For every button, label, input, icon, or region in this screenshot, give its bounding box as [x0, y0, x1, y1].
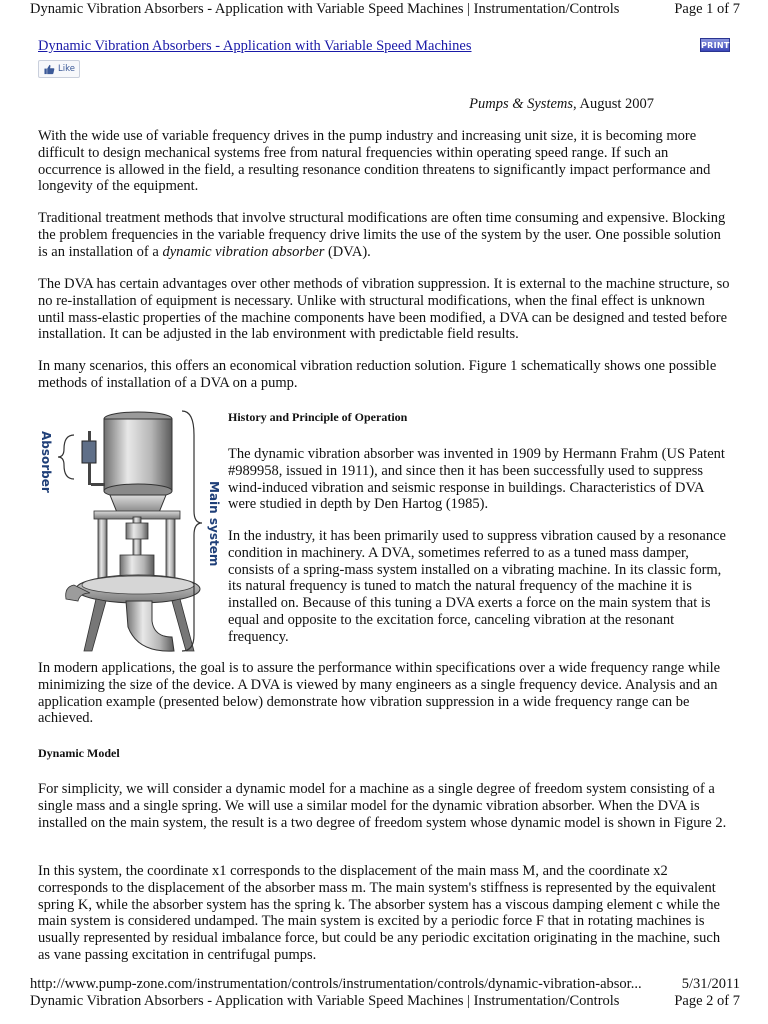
pump-illustration: [34, 405, 224, 655]
para2-end: (DVA).: [324, 243, 371, 260]
dynamic-model-heading: Dynamic Model: [38, 746, 120, 760]
footer-url-link[interactable]: http://www.pump-zone.com/instrumentation/controls/instrumentation/controls/dynamic-vibration-absor...: [30, 976, 642, 992]
paragraph-traditional-methods: [38, 210, 730, 260]
header-page-number: Page 1 of 7: [674, 1, 740, 17]
history-paragraph-1: The dynamic vibration absorber was invented in 1909 by Hermann Frahm (US Patent #989958, issued in 1911), and since then it has been successfully used to suppress wind-induced vibration and seismic response in buildings. Characteristics of DVA were studied in depth by Den Hartog (1985).: [228, 446, 725, 513]
like-button[interactable]: [38, 60, 80, 78]
footer-date: 5/31/2011: [681, 976, 740, 992]
para2-emphasis: dynamic vibration absorber: [162, 243, 325, 260]
page-footer-url-line: [30, 976, 740, 992]
source-line: [469, 96, 654, 113]
paragraph-dynamic-model: For simplicity, we will consider a dynamic model for a machine as a single degree of freedom system consisting of a single mass and a single spring. We will use a similar model for the dynamic vibration absorber. When the DVA is installed on the main system, the result is a two degree of freedom system whose dynamic model is shown in Figure 2.: [38, 781, 727, 831]
thumbs-up-icon: [44, 64, 55, 75]
page-header: [30, 1, 740, 17]
page-2-header-title: Dynamic Vibration Absorbers - Application with Variable Speed Machines | Instrumentation/Controls: [30, 993, 620, 1009]
page-2-header: [30, 993, 740, 1009]
paragraph-modern-applications: In modern applications, the goal is to assure the performance within specifications over a wide frequency range while minimizing the size of the device. A DVA is viewed by many engineers as a single frequency device. Analysis and an application example (presented below) demonstrate how vibration suppression in a wide frequency range can be achieved.: [38, 660, 721, 727]
paragraph-coordinates: In this system, the coordinate x1 corresponds to the displacement of the main mass M, and the coordinate x2 corresponds to the displacement of the absorber mass m. The main system's stiffness is represented by the equivalent spring K, while the absorber system has the spring k. The absorber system has a viscous damping element c while the main system is considered undamped. The main system is excited by a periodic force F that in rotating machines is usually represented by residual imbalance force, but could be any periodic excitation originating in the machine, such as vane passing excitation in centrifugal pumps.: [38, 863, 721, 963]
history-heading: History and Principle of Operation: [228, 410, 408, 424]
page-2-header-page-number: Page 2 of 7: [674, 993, 740, 1009]
absorber-label: Absorber: [39, 431, 53, 493]
figure-pump-absorber: [34, 405, 224, 655]
article-title-link[interactable]: Dynamic Vibration Absorbers - Application with Variable Speed Machines: [38, 38, 472, 54]
history-paragraph-2: In the industry, it has been primarily used to suppress vibration caused by a resonance condition in machinery. A DVA, sometimes referred to as a tuned mass damper, consists of a spring-mass system installed on a vibrating machine. In its classic form, its natural frequency is tuned to match the natural frequency of the machine it is installed on. Because of this tuning a DVA exerts a force on the main system that is equal and opposite to the excitation force, canceling vibration at the resonant frequency.: [228, 528, 726, 645]
para2-text: Traditional treatment methods that involve structural modifications are often time consuming and expensive. Blocking the problem frequencies in the variable frequency drive limits the use of the system by the user. One possible solution is an installation of a: [38, 210, 726, 260]
header-title: Dynamic Vibration Absorbers - Application with Variable Speed Machines | Instrumentation/Controls: [30, 1, 620, 17]
source-date: , August 2007: [573, 96, 654, 112]
intro-paragraph: With the wide use of variable frequency drives in the pump industry and increasing unit size, it is becoming more difficult to design mechanical systems free from natural frequencies within operating speed range. If such an occurrence is allowed in the field, a resulting resonance condition threatens to significantly impact performance and longevity of the equipment.: [38, 128, 711, 195]
print-button[interactable]: PRINT: [700, 38, 730, 52]
main-system-label: Main system: [207, 481, 221, 567]
paragraph-dva-advantages: The DVA has certain advantages over other methods of vibration suppression. It is external to the machine structure, so no re-installation of equipment is necessary. Unlike with structural modifications, when the final effect is unknown until mass-elastic properties of the machine components have been modified, a DVA can be designed and tested before installation. It can be adjusted in the lab environment with predictable field results.: [38, 276, 730, 343]
source-publication: Pumps & Systems: [469, 96, 574, 112]
paragraph-scenarios: In many scenarios, this offers an economical vibration reduction solution. Figure 1 schematically shows one possible methods of installation of a DVA on a pump.: [38, 358, 717, 391]
like-label: Like: [58, 64, 75, 74]
